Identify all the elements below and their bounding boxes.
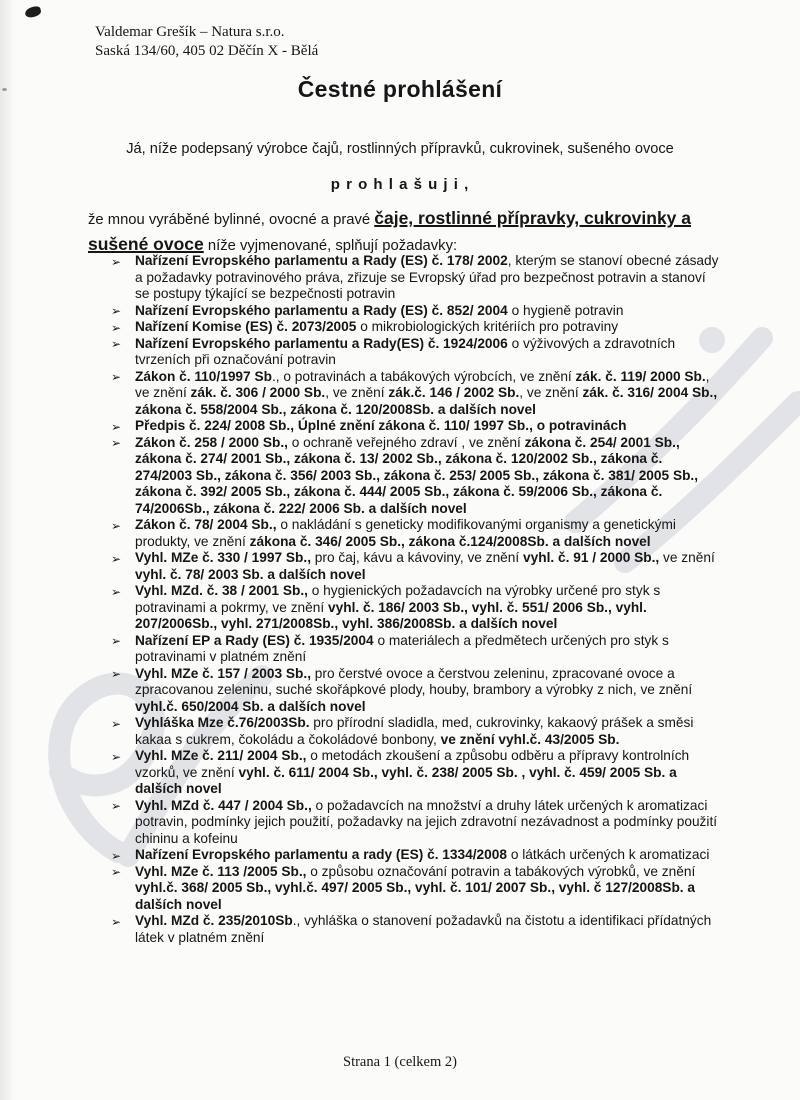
bullet-arrow-icon: ➢ [111, 304, 122, 318]
bullet-arrow-icon: ➢ [111, 518, 122, 533]
list-item-text: Vyhl. MZe č. 330 / 1997 Sb., pro čaj, kávu a kávoviny, ve znění vyhl. č. 91 / 2000 Sb., ve znění vyhl. č. 78/ 2003 Sb. a dalších novel [135, 550, 715, 582]
legal-list [111, 253, 719, 946]
bullet-arrow-icon: ➢ [111, 370, 122, 384]
bullet-arrow-icon: ➢ [111, 320, 122, 335]
company-address: Saská 134/60, 405 02 Děčín X - Bělá [95, 43, 319, 59]
bullet-arrow-icon: ➢ [111, 436, 122, 450]
list-item [111, 550, 719, 583]
bullet-arrow-icon: ➢ [111, 716, 122, 731]
intro-paragraph-emphasis: čaje, rostlinné přípravky, cukrovinky a sušené ovoce [88, 208, 692, 254]
list-item-text: Nařízení Evropského parlamentu a rady (ES) č. 1334/2008 o látkách určených k aromatizaci [135, 847, 710, 862]
list-item-text: Nařízení Komise (ES) č. 2073/2005 o mikrobiologických kritériích pro potraviny [135, 319, 619, 334]
bullet-arrow-icon: ➢ [111, 254, 122, 269]
letterhead [95, 23, 318, 61]
list-item [111, 913, 719, 946]
list-item-text: Nařízení Evropského parlamentu a Rady (ES) č. 852/ 2004 o hygieně potravin [135, 302, 624, 318]
bullet-arrow-icon: ➢ [111, 749, 122, 764]
list-item-text: Předpis č. 224/ 2008 Sb., Úplné znění zákona č. 110/ 1997 Sb., o potravinách [135, 418, 627, 433]
bullet-arrow-icon: ➢ [111, 337, 122, 351]
list-item [111, 863, 719, 914]
bullet-arrow-icon: ➢ [111, 419, 122, 434]
bullet-arrow-icon: ➢ [111, 799, 122, 813]
page-number: Strana 1 (celkem 2) [343, 1054, 457, 1070]
list-item [111, 368, 719, 419]
intro-paragraph [88, 206, 738, 258]
bullet-arrow-icon: ➢ [111, 667, 122, 681]
list-item-text: Vyhl. MZe č. 211/ 2004 Sb., o metodách zkoušení a způsobu odběru a přípravy kontrolních vzorků, ve znění vyhl. č. 611/ 2004 Sb., vyhl. č. 238/ 2005 Sb. , vyhl. č. 459/ 2005 Sb. a dalších novel [135, 748, 690, 796]
list-item-text: Nařízení Evropského parlamentu a Rady (ES) č. 178/ 2002, kterým se stanoví obecné zásady a požadavky potravinového práva, zřizuje se Evropský úřad pro bezpečnost potravin a stanoví se postupy týkající se bezpečnosti potravin [135, 253, 719, 301]
bullet-arrow-icon: ➢ [111, 848, 122, 863]
list-item [111, 715, 719, 748]
list-item-text: Zákon č. 78/ 2004 Sb., o nakládání s geneticky modifikovanými organismy a genetickými produkty, ve znění zákona č. 346/ 2005 Sb., zákona č.124/2008Sb. a dalších novel [135, 517, 676, 549]
list-item [111, 632, 719, 666]
list-item-text: Vyhláška Mze č.76/2003Sb. pro přírodní sladidla, med, cukrovinky, kakaový prášek a směsi kakaa s cukrem, čokoládu a čokoládové bonbony, ve znění vyhl.č. 43/2005 Sb. [135, 715, 694, 747]
intro-paragraph-prefix: že mnou vyráběné bylinné, ovocné a pravé [88, 212, 375, 228]
intro-paragraph-suffix: níže vyjmenované, splňují požadavky: [203, 238, 458, 254]
list-item [111, 847, 719, 864]
list-item-text: Vyhl. MZe č. 113 /2005 Sb., o způsobu označování potravin a tabákových výrobků, ve znění vyhl.č. 368/ 2005 Sb., vyhl.č. 497/ 2005 Sb., vyhl. č. 101/ 2007 Sb., vyhl. č 127/2008Sb. a dalších novel [135, 863, 696, 912]
list-item [111, 418, 719, 435]
list-item-text: Vyhl. MZd č. 235/2010Sb., vyhláška o stanovení požadavků na čistotu a identifikaci přídatných látek v platném znění [135, 913, 712, 945]
list-item [111, 434, 719, 518]
bullet-arrow-icon: ➢ [111, 584, 122, 599]
list-item-text: Vyhl. MZe č. 157 / 2003 Sb., pro čerstvé ovoce a čerstvou zeleninu, zpracované ovoce a zpracovanou zeleninu, suché skořápkové plody, houby, brambory a výrobky z nich, ve znění vyhl.č. 650/2004 Sb. a dalších novel [135, 665, 693, 714]
list-item [111, 302, 719, 320]
declaration-word: p r o h l a š u j i , [330, 176, 470, 193]
bullet-arrow-icon: ➢ [111, 865, 122, 879]
list-item-text: Vyhl. MZd. č. 38 / 2001 Sb., o hygienických požadavcích na výrobky určené pro styk s potravinami a pokrmy, ve znění vyhl. č. 186/ 2003 Sb., vyhl. č. 551/ 2006 Sb., vyhl. 207/2006Sb., vyhl. 271/2008Sb., vyhl. 386/2008Sb. a dalších novel [135, 583, 661, 631]
bullet-arrow-icon: ➢ [111, 634, 122, 648]
list-item-text: Zákon č. 258 / 2000 Sb., o ochraně veřejného zdraví , ve znění zákona č. 254/ 2001 Sb., zákona č. 274/ 2001 Sb., zákona č. 13/ 2002 Sb., zákona č. 120/2002 Sb., zákona č. 274/2003 Sb., zákona č. 356/ 2003 Sb., zákona č. 253/ 2005 Sb., zákona č. 381/ 2005 Sb., zákona č. 392/ 2005 Sb., zákona č. 444/ 2005 Sb., zákona č. 59/2006 Sb., zákona č. 74/2006Sb., zákona č. 222/ 2006 Sb. a dalších novel [135, 434, 699, 516]
list-item-text: Vyhl. MZd č. 447 / 2004 Sb., o požadavcích na množství a druhy látek určených k aromatizaci potravin, podmínky jejich použití, požadavky na jejich zdravotní nezávadnost a podmínky použití chininu a kofeinu [135, 797, 718, 846]
list-item [111, 665, 719, 716]
company-name: Valdemar Grešík – Natura s.r.o. [95, 24, 285, 40]
list-item [111, 335, 719, 369]
list-item [111, 517, 719, 550]
list-item [111, 797, 719, 848]
list-item [111, 748, 719, 798]
list-item-text: Nařízení EP a Rady (ES) č. 1935/2004 o materiálech a předmětech určených pro styk s potravinami v platném znění [135, 632, 669, 664]
list-item-text: Nařízení Evropského parlamentu a Rady(ES) č. 1924/2006 o výživových a zdravotních tvrzeních při označování potravin [135, 335, 676, 367]
list-item-text: Zákon č. 110/1997 Sb., o potravinách a tabákových výrobcích, ve znění zák. č. 119/ 2000 Sb., ve znění zák. č. 306 / 2000 Sb., ve znění zák.č. 146 / 2002 Sb., ve znění zák. č. 316/ 2004 Sb., zákona č. 558/2004 Sb., zákona č. 120/2008Sb. a dalších novel [135, 368, 718, 417]
list-item [111, 253, 719, 303]
bullet-arrow-icon: ➢ [111, 914, 122, 929]
list-item [111, 583, 719, 633]
bullet-arrow-icon: ➢ [111, 551, 122, 566]
intro-line: Já, níže podepsaný výrobce čajů, rostlinných přípravků, cukrovinek, sušeného ovoce [126, 141, 674, 157]
list-item [111, 319, 719, 336]
document-title: Čestné prohlášení [297, 76, 503, 102]
